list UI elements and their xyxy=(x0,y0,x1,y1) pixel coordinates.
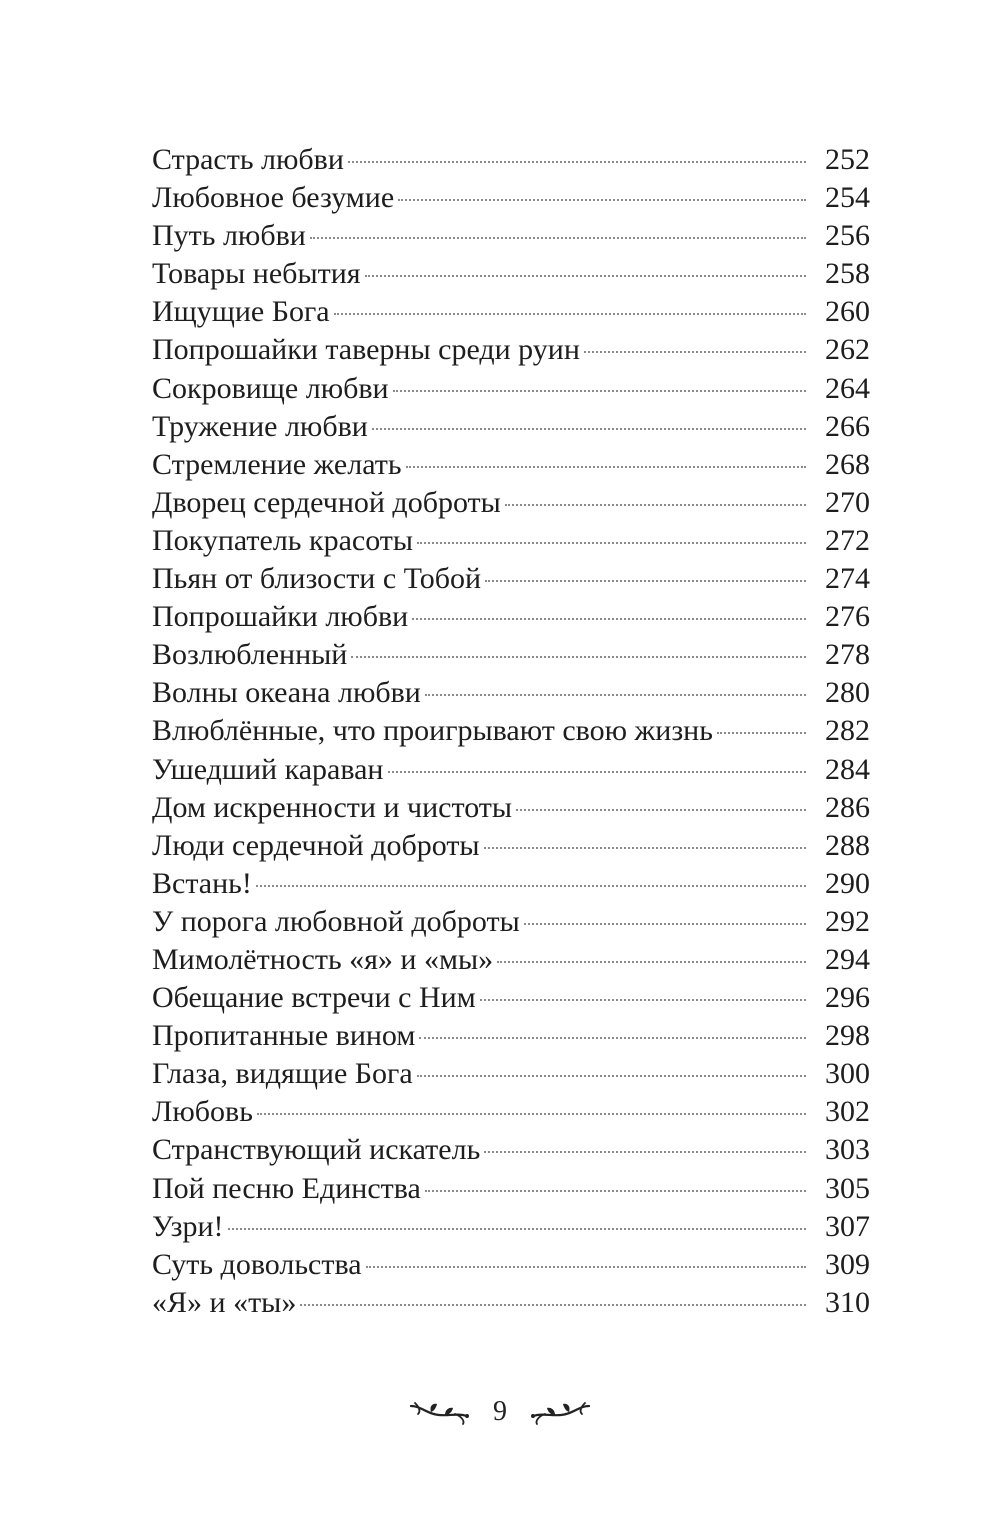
dot-leader xyxy=(257,1113,806,1115)
toc-entry[interactable] xyxy=(152,941,870,979)
toc-entry-page: 303 xyxy=(825,1133,870,1167)
dot-leader xyxy=(256,885,806,887)
toc-entry-page: 290 xyxy=(825,866,870,900)
toc-entry[interactable] xyxy=(152,827,870,865)
toc-entry-page: 309 xyxy=(825,1247,870,1281)
toc-entry-page: 292 xyxy=(825,904,870,938)
toc-entry[interactable] xyxy=(152,865,870,903)
toc-entry-title: Узри! xyxy=(152,1209,224,1243)
toc-entry[interactable] xyxy=(152,1284,870,1322)
toc-entry-title: Влюблённые, что проигрывают свою жизнь xyxy=(152,714,713,748)
toc-entry[interactable] xyxy=(152,522,870,560)
toc-entry-title: Волны океана любви xyxy=(152,676,421,710)
toc-entry[interactable] xyxy=(152,1246,870,1284)
toc-entry-page: 258 xyxy=(825,257,870,291)
dot-leader xyxy=(406,466,806,468)
toc-entry-title: Покупатель красоты xyxy=(152,523,414,557)
dot-leader xyxy=(425,694,806,696)
dot-leader xyxy=(484,1151,806,1153)
toc-entry-page: 266 xyxy=(825,409,870,443)
dot-leader xyxy=(505,504,806,506)
dot-leader xyxy=(393,390,806,392)
toc-entry-title: Глаза, видящие Бога xyxy=(152,1057,413,1091)
dot-leader xyxy=(348,161,806,163)
dot-leader xyxy=(334,313,806,315)
dot-leader xyxy=(497,961,806,963)
toc-entry[interactable] xyxy=(152,1170,870,1208)
toc-entry-page: 305 xyxy=(825,1171,870,1205)
toc-entry-title: Дворец сердечной доброты xyxy=(152,485,501,519)
toc-entry-page: 288 xyxy=(825,828,870,862)
toc-entry-page: 252 xyxy=(825,143,870,176)
toc-entry[interactable] xyxy=(152,1208,870,1246)
toc-entry-page: 264 xyxy=(825,371,870,405)
toc-entry-page: 278 xyxy=(825,638,870,672)
toc-entry[interactable] xyxy=(152,446,870,484)
toc-entry-page: 302 xyxy=(825,1095,870,1129)
toc-entry-title: Сокровище любви xyxy=(152,371,389,405)
dot-leader xyxy=(372,428,806,430)
dot-leader xyxy=(417,542,806,544)
toc-entry[interactable] xyxy=(152,217,870,255)
toc-entry-title: Мимолётность «я» и «мы» xyxy=(152,942,494,976)
toc-entry-title: Пьян от близости с Тобой xyxy=(152,562,482,596)
floral-flourish-left-icon xyxy=(409,1398,473,1426)
toc-entry-page: 254 xyxy=(825,181,870,215)
toc-entry-title: Попрошайки любви xyxy=(152,600,409,634)
toc-entry-title: Пропитанные вином xyxy=(152,1019,416,1053)
dot-leader xyxy=(484,847,806,849)
dot-leader xyxy=(485,580,806,582)
dot-leader xyxy=(584,351,806,353)
dot-leader xyxy=(351,656,806,658)
toc-entry[interactable] xyxy=(152,255,870,293)
toc-entry[interactable] xyxy=(152,1093,870,1131)
toc-entry-title: Встань! xyxy=(152,866,252,900)
toc-entry-title: Возлюбленный xyxy=(152,638,348,672)
dot-leader xyxy=(310,237,806,239)
toc-entry-title: Обещание встречи с Ним xyxy=(152,981,476,1015)
toc-entry[interactable] xyxy=(152,370,870,408)
toc-entry[interactable] xyxy=(152,1131,870,1169)
dot-leader xyxy=(388,771,807,773)
toc-entry-page: 298 xyxy=(825,1019,870,1053)
toc-entry-title: Люди сердечной доброты xyxy=(152,828,480,862)
toc-entry-title: Ищущие Бога xyxy=(152,295,330,329)
toc-entry-page: 262 xyxy=(825,333,870,367)
toc-entry-title: Тружение любви xyxy=(152,409,368,443)
toc-entry[interactable] xyxy=(152,408,870,446)
toc-entry[interactable] xyxy=(152,789,870,827)
toc-entry[interactable] xyxy=(152,636,870,674)
dot-leader xyxy=(480,999,806,1001)
dot-leader xyxy=(417,1075,806,1077)
page-footer xyxy=(0,1392,1000,1432)
toc-entry-page: 268 xyxy=(825,447,870,481)
dot-leader xyxy=(419,1037,806,1039)
dot-leader xyxy=(366,1266,806,1268)
toc-entry-page: 284 xyxy=(825,752,870,786)
toc-entry-title: Попрошайки таверны среди руин xyxy=(152,333,580,367)
toc-entry[interactable] xyxy=(152,179,870,217)
toc-entry[interactable] xyxy=(152,1055,870,1093)
dot-leader xyxy=(300,1304,806,1306)
toc-entry[interactable] xyxy=(152,1017,870,1055)
toc-entry-page: 274 xyxy=(825,562,870,596)
toc-entry[interactable] xyxy=(152,598,870,636)
toc-entry[interactable] xyxy=(152,331,870,369)
dot-leader xyxy=(365,275,806,277)
toc-entry-title: Любовь xyxy=(152,1095,253,1129)
toc-entry-page: 260 xyxy=(825,295,870,329)
toc-entry[interactable] xyxy=(152,560,870,598)
toc-entry-page: 270 xyxy=(825,485,870,519)
toc-entry[interactable] xyxy=(152,903,870,941)
toc-entry-title: Пой песню Единства xyxy=(152,1171,421,1205)
table-of-contents xyxy=(152,141,870,1322)
toc-entry-page: 280 xyxy=(825,676,870,710)
toc-entry-title: Путь любви xyxy=(152,219,306,253)
toc-entry-page: 300 xyxy=(825,1057,870,1091)
toc-entry-title: Стремление желать xyxy=(152,447,402,481)
toc-entry-title: Дом искренности и чистоты xyxy=(152,790,513,824)
toc-entry[interactable] xyxy=(152,979,870,1017)
dot-leader xyxy=(717,732,806,734)
dot-leader xyxy=(228,1228,807,1230)
toc-entry-title: Суть довольства xyxy=(152,1247,362,1281)
toc-entry-page: 282 xyxy=(825,714,870,748)
toc-entry[interactable] xyxy=(152,141,870,179)
toc-entry-page: 256 xyxy=(825,219,870,253)
toc-entry-page: 307 xyxy=(825,1209,870,1243)
toc-entry[interactable] xyxy=(152,751,870,789)
toc-entry-page: 310 xyxy=(825,1285,870,1319)
toc-entry-title: Любовное безумие xyxy=(152,181,395,215)
toc-entry-page: 296 xyxy=(825,981,870,1015)
dot-leader xyxy=(516,809,806,811)
page-number: 9 xyxy=(493,1396,507,1427)
toc-entry-page: 272 xyxy=(825,523,870,557)
toc-entry-page: 276 xyxy=(825,600,870,634)
toc-entry-title: Страсть любви xyxy=(152,143,344,176)
toc-entry-page: 286 xyxy=(825,790,870,824)
toc-entry[interactable] xyxy=(152,484,870,522)
toc-entry-title: Товары небытия xyxy=(152,257,361,291)
dot-leader xyxy=(524,923,806,925)
toc-entry-title: «Я» и «ты» xyxy=(152,1285,297,1319)
toc-entry[interactable] xyxy=(152,674,870,712)
toc-entry-page: 294 xyxy=(825,942,870,976)
toc-entry-title: У порога любовной доброты xyxy=(152,904,520,938)
dot-leader xyxy=(412,618,806,620)
toc-entry-title: Ушедший караван xyxy=(152,752,384,786)
toc-entry[interactable] xyxy=(152,712,870,750)
dot-leader xyxy=(398,199,806,201)
dot-leader xyxy=(425,1190,806,1192)
toc-entry[interactable] xyxy=(152,293,870,331)
toc-entry-title: Странствующий искатель xyxy=(152,1133,481,1167)
floral-flourish-right-icon xyxy=(527,1398,591,1426)
